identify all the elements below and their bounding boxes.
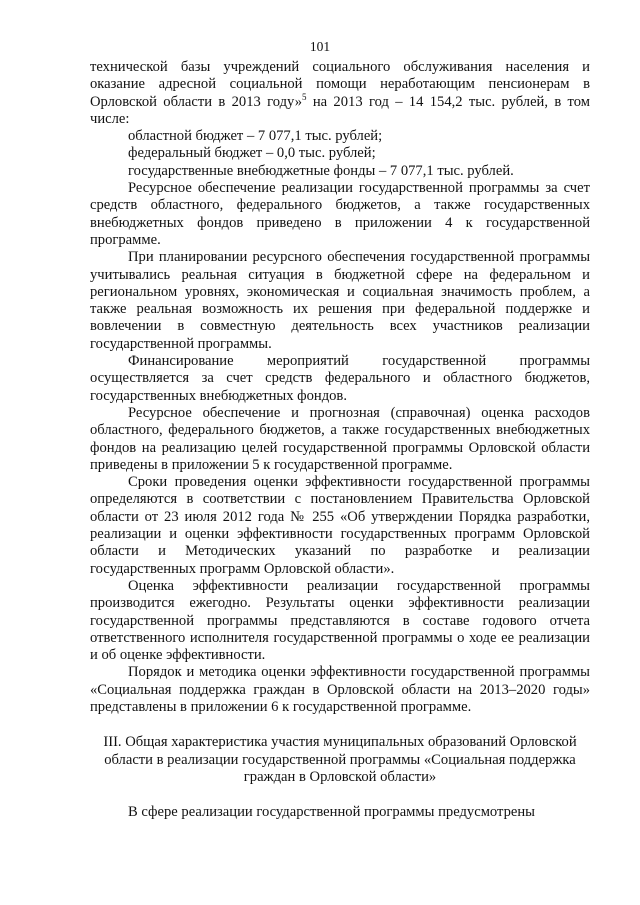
page-content — [90, 59, 590, 821]
paragraph-evaluation-method: Порядок и методика оценки эффективности государственной программы «Социальная поддержка граждан в Орловской области на 2013–2020 годы» представлены в приложении 6 к государственной программе. — [90, 664, 590, 715]
intro-paragraph — [90, 59, 590, 128]
section-heading: III. Общая характеристика участия муниципальных образований Орловской области в реализации государственной программы «Социальная поддержка граждан в Орловской области» — [103, 734, 577, 785]
intro-text-continued: на 2013 год – 14 154,2 тыс. рублей, в том числе: — [90, 93, 590, 127]
budget-item-regional: областной бюджет – 7 077,1 тыс. рублей; — [128, 128, 383, 145]
paragraph-evaluation-timing: Сроки проведения оценки эффективности государственной программы определяются в соответствии с постановлением Правительства Орловской области от 23 июля 2012 года № 255 «Об утверждении Порядка разработки, реализации и оценки эффективности государственных программ Орловской области и Методических указаний по разработке и реализации государственных программ Орловской области». — [90, 474, 590, 577]
paragraph-financing: Финансирование мероприятий государственной программы осуществляется за счет средств федерального и областного бюджетов, государственных внебюджетных фондов. — [90, 353, 590, 404]
paragraph-evaluation-annual: Оценка эффективности реализации государственной программы производится ежегодно. Результаты оценки эффективности реализации государственной программы представляются в составе годового отчета ответственного исполнителя государственной программы о ходе ее реализации и об оценке эффективности. — [90, 577, 590, 664]
budget-item-extrabudgetary: государственные внебюджетные фонды – 7 077,1 тыс. рублей. — [128, 162, 514, 179]
paragraph-section-start: В сфере реализации государственной программы предусмотрены — [128, 804, 535, 821]
paragraph-resource-provision: Ресурсное обеспечение реализации государственной программы за счет средств областного, федерального бюджетов, а также государственных внебюджетных фондов приведено в приложении 4 к государственной программе. — [90, 180, 590, 248]
paragraph-planning: При планировании ресурсного обеспечения государственной программы учитывались реальная ситуация в бюджетной сфере на федеральном и региональном уровнях, экономическая и социальная значимость проблем, а также реальная возможность их решения при федеральной поддержке и вовлечении в совместную деятельность всех участников реализации государственной программы. — [90, 249, 590, 352]
paragraph-forecast-estimate: Ресурсное обеспечение и прогнозная (справочная) оценка расходов областного, федерального бюджетов, а также государственных внебюджетных фондов на реализацию целей государственной программы Орловской области приведены в приложении 5 к государственной программе. — [90, 404, 590, 473]
budget-item-federal: федеральный бюджет – 0,0 тыс. рублей; — [128, 145, 376, 162]
page-number: 101 — [309, 39, 331, 54]
footnote-marker: 5 — [302, 91, 307, 102]
budget-list — [90, 128, 590, 180]
intro-text: технической базы учреждений социального обслуживания населения и оказание адресной социальной помощи неработающим пенсионерам в Орловской области в 2013 году» — [90, 59, 590, 110]
